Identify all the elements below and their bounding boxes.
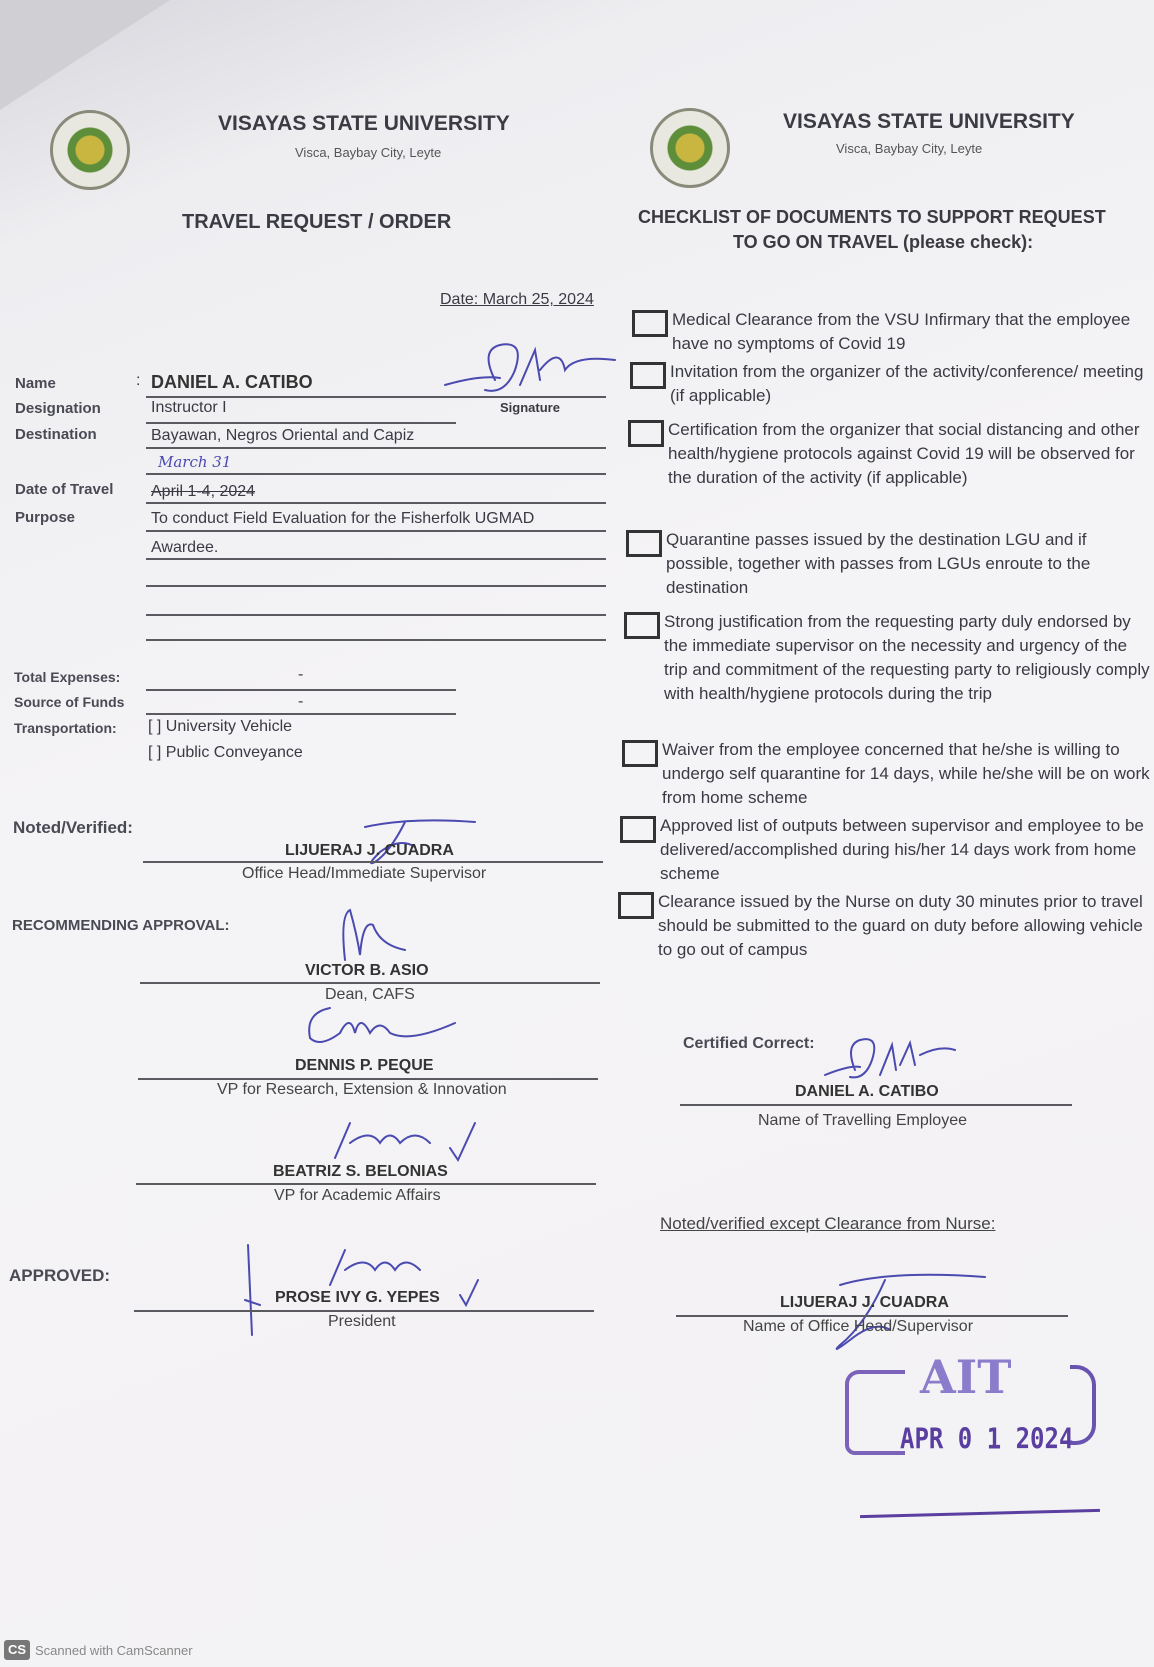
- received-stamp-bracket-right: [1070, 1365, 1096, 1445]
- certified-name: DANIEL A. CATIBO: [795, 1083, 939, 1100]
- checklist-item-text: Certification from the organizer that social distancing and other health/hygiene protocols against Covid 19 will be observed for the duration of the activity (if applicable): [668, 420, 1140, 487]
- checklist-item-text: Waiver from the employee concerned that he/she is willing to undergo self quarantine for 14 days, while he/she will be on work from home scheme: [662, 740, 1150, 807]
- checklist-item-text: Strong justification from the requesting party duly endorsed by the immediate supervisor on the necessity and urgency of the trip and commitment of the requesting party to religiously comply with health/hygiene protocols during the trip: [664, 612, 1150, 703]
- form-title: TRAVEL REQUEST / ORDER: [182, 211, 452, 233]
- camscanner-text: Scanned with CamScanner: [35, 1643, 193, 1658]
- designation-line: [146, 422, 456, 424]
- purpose-line-2: Awardee.: [151, 539, 219, 556]
- certified-position: Name of Travelling Employee: [758, 1112, 967, 1129]
- university-name: VISAYAS STATE UNIVERSITY: [218, 112, 510, 135]
- date-line: [146, 502, 606, 504]
- checklist-checkbox[interactable]: [620, 816, 656, 843]
- checklist-checkbox[interactable]: [632, 310, 668, 337]
- date-of-travel-label: Date of Travel: [15, 481, 114, 498]
- recommender-3-position: VP for Academic Affairs: [274, 1187, 441, 1204]
- applicant-signature: [440, 340, 620, 410]
- checklist-item-text: Quarantine passes issued by the destination LGU and if possible, together with passes from LGUs enroute to the destination: [666, 530, 1091, 597]
- checklist-checkbox[interactable]: [626, 530, 662, 557]
- signature-line: [138, 1078, 598, 1080]
- name-value: DANIEL A. CATIBO: [151, 372, 313, 392]
- camscanner-logo: CS: [4, 1640, 30, 1660]
- checklist-item-text: Medical Clearance from the VSU Infirmary that the employee have no symptoms of Covid 19: [672, 310, 1131, 353]
- checklist-title-line-2: TO GO ON TRAVEL (please check):: [733, 232, 1034, 252]
- checklist-item-text: Invitation from the organizer of the activity/conference/ meeting (if applicable): [670, 362, 1144, 405]
- noted-verified-label: Noted/Verified:: [13, 818, 133, 837]
- received-stamp-text: AIT: [920, 1350, 1012, 1404]
- signature-line: [134, 1310, 594, 1312]
- total-expenses-value: -: [298, 666, 304, 683]
- signature-label: Signature: [500, 400, 560, 415]
- date-of-travel-value: April 1-4, 2024: [151, 483, 256, 500]
- received-stamp-bracket: [845, 1370, 905, 1455]
- signature-line: [676, 1315, 1068, 1317]
- expenses-line: [146, 689, 456, 691]
- blank-line: [146, 639, 606, 641]
- signature-line: [136, 1183, 596, 1185]
- signature-line: [140, 982, 600, 984]
- checklist-item-text: Clearance issued by the Nurse on duty 30 minutes prior to travel should be submitted to the guard on duty before allowing vehicle to go out of campus: [658, 892, 1143, 959]
- option-university-vehicle[interactable]: [ ] University Vehicle: [148, 718, 293, 735]
- approver-position: President: [328, 1313, 396, 1330]
- noted-except-label: Noted/verified except Clearance from Nurse:: [660, 1214, 996, 1233]
- request-date: Date: March 25, 2024: [440, 291, 594, 308]
- right-noted-position: Name of Office Head/Supervisor: [743, 1318, 974, 1335]
- checklist-checkbox[interactable]: [618, 892, 654, 919]
- university-address-right: Visca, Baybay City, Leyte: [836, 141, 983, 156]
- name-label: Name: [15, 375, 56, 392]
- checklist-item-text: Approved list of outputs between supervisor and employee to be delivered/accomplished during his/her 14 days work from home scheme: [660, 816, 1144, 883]
- received-stamp-date: APR 0 1 2024: [900, 1422, 1074, 1456]
- approver-name: PROSE IVY G. YEPES: [275, 1289, 440, 1306]
- recommender-3-name: BEATRIZ S. BELONIAS: [273, 1163, 448, 1180]
- folded-corner: [0, 0, 170, 110]
- recommender-1-name: VICTOR B. ASIO: [305, 962, 429, 979]
- designation-value: Instructor I: [151, 399, 227, 416]
- dean-signature: [335, 905, 415, 965]
- employee-signature: [820, 1035, 960, 1090]
- funds-line: [146, 713, 456, 715]
- university-seal-right: [650, 108, 730, 188]
- university-name-right: VISAYAS STATE UNIVERSITY: [783, 110, 1075, 133]
- blank-line: [146, 585, 606, 587]
- designation-label: Designation: [15, 400, 101, 417]
- handwritten-date-correction: March 31: [158, 453, 232, 471]
- blank-line: [146, 473, 606, 475]
- checklist-checkbox[interactable]: [624, 612, 660, 639]
- noted-position: Office Head/Immediate Supervisor: [242, 865, 487, 882]
- total-expenses-label: Total Expenses:: [14, 669, 121, 685]
- right-noted-name: LIJUERAJ J. CUADRA: [780, 1294, 949, 1311]
- recommender-2-position: VP for Research, Extension & Innovation: [217, 1081, 507, 1098]
- signature-line: [680, 1104, 1072, 1106]
- signature-line: [143, 861, 603, 863]
- purpose-label: Purpose: [15, 509, 76, 526]
- source-of-funds-label: Source of Funds: [14, 694, 125, 710]
- blank-line: [146, 614, 606, 616]
- transportation-label: Transportation:: [14, 720, 117, 736]
- purpose-line-1: To conduct Field Evaluation for the Fisherfolk UGMAD: [151, 510, 535, 527]
- destination-line: [146, 447, 606, 449]
- checklist-checkbox[interactable]: [628, 420, 664, 447]
- option-public-conveyance[interactable]: [ ] Public Conveyance: [148, 744, 303, 761]
- blank-line: [146, 558, 606, 560]
- destination-label: Destination: [15, 426, 97, 443]
- noted-name: LIJUERAJ J. CUADRA: [285, 842, 454, 859]
- recommender-1-position: Dean, CAFS: [325, 986, 415, 1003]
- colon: :: [136, 372, 141, 389]
- university-seal-left: [50, 110, 130, 190]
- approved-label: APPROVED:: [9, 1266, 111, 1285]
- recommending-approval-label: RECOMMENDING APPROVAL:: [12, 917, 230, 934]
- university-address: Visca, Baybay City, Leyte: [295, 145, 442, 160]
- certified-correct-label: Certified Correct:: [683, 1035, 815, 1052]
- checklist-title-line-1: CHECKLIST OF DOCUMENTS TO SUPPORT REQUEST: [638, 207, 1106, 227]
- destination-value: Bayawan, Negros Oriental and Capiz: [151, 427, 415, 444]
- source-of-funds-value: -: [298, 693, 304, 710]
- checklist-checkbox[interactable]: [630, 362, 666, 389]
- checklist-checkbox[interactable]: [622, 740, 658, 767]
- recommender-2-name: DENNIS P. PEQUE: [295, 1057, 434, 1074]
- purpose-underline: [146, 530, 606, 532]
- vp-research-signature: [300, 1003, 460, 1053]
- vp-academic-signature: [320, 1118, 480, 1163]
